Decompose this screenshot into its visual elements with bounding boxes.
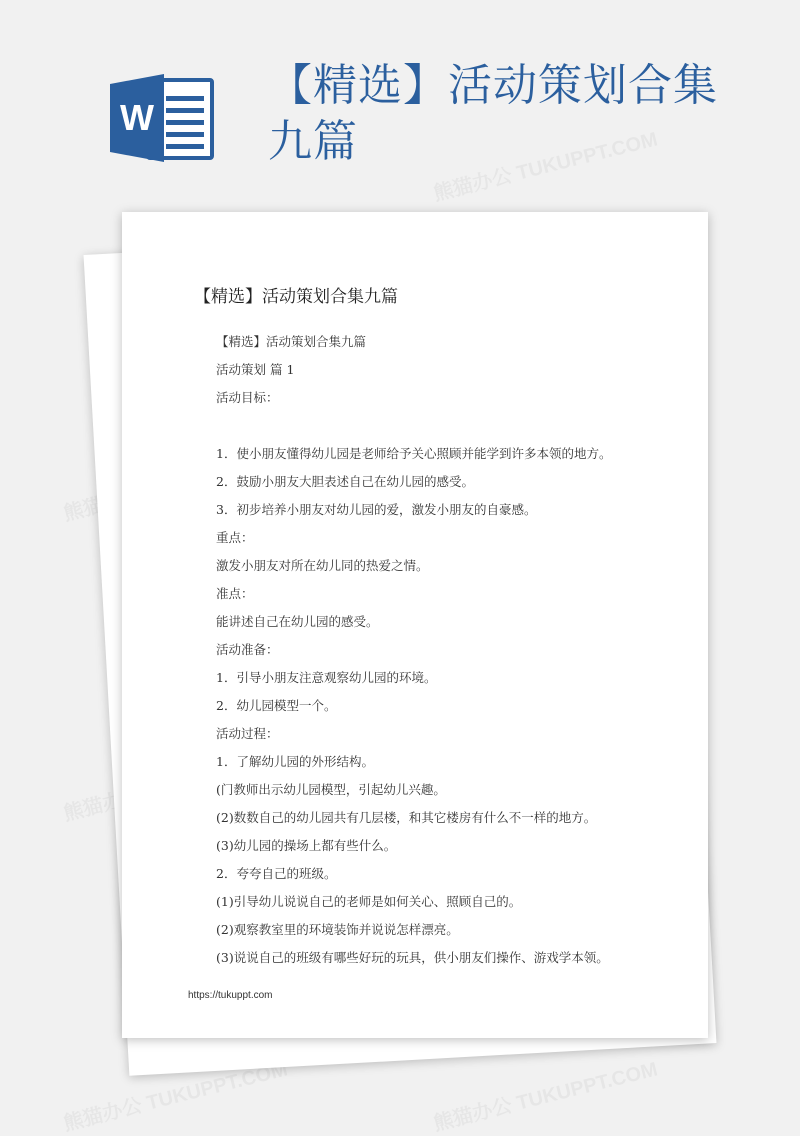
logo-letter: W (120, 97, 154, 138)
doc-line: (3)幼儿园的操场上都有些什么。 (216, 838, 397, 853)
doc-line: 激发小朋友对所在幼儿同的热爱之情。 (216, 558, 429, 573)
doc-line: 2．幼儿园模型一个。 (216, 698, 337, 713)
doc-line: (3)说说自己的班级有哪些好玩的玩具，供小朋友们操作、游戏学本领。 (216, 950, 609, 965)
doc-line: 活动过程： (216, 726, 279, 741)
page-title: 【精选】活动策划合集九篇 (268, 60, 718, 167)
doc-line: 1．了解幼儿园的外形结构。 (216, 754, 374, 769)
doc-line: (2)数数自己的幼儿园共有几层楼，和其它楼房有什么不一样的地方。 (216, 810, 597, 825)
word-logo-icon (108, 72, 216, 164)
document-page (122, 212, 708, 1038)
doc-line: (1)引导幼儿说说自己的老师是如何关心、照顾自己的。 (216, 894, 522, 909)
document-body (216, 328, 686, 972)
document-title: 【精选】活动策划合集九篇 (194, 287, 398, 307)
doc-line: 准点： (216, 586, 254, 601)
doc-line: (2)观察教室里的环境装饰并说说怎样漂亮。 (216, 922, 459, 937)
watermark (430, 1053, 660, 1136)
footer-link[interactable]: https://tukuppt.com (188, 990, 273, 1001)
doc-line: 3．初步培养小朋友对幼儿园的爱，激发小朋友的自豪感。 (216, 502, 537, 517)
doc-line: 2．夸夸自己的班级。 (216, 866, 337, 881)
doc-line: 重点： (216, 530, 254, 545)
doc-line: 1．使小朋友懂得幼儿园是老师给予关心照顾并能学到许多本领的地方。 (216, 446, 612, 461)
doc-line: 【精选】活动策划合集九篇 (216, 334, 367, 349)
doc-line: 活动策划 篇 1 (216, 362, 295, 377)
doc-line: 活动准备： (216, 642, 279, 657)
doc-line: 2．鼓励小朋友大胆表述自己在幼儿园的感受。 (216, 474, 474, 489)
doc-line: 活动目标： (216, 390, 279, 405)
doc-line: 能讲述自己在幼儿园的感受。 (216, 614, 379, 629)
doc-line: (门教师出示幼儿园模型，引起幼儿兴趣。 (216, 782, 446, 797)
doc-line: 1．引导小朋友注意观察幼儿园的环境。 (216, 670, 437, 685)
